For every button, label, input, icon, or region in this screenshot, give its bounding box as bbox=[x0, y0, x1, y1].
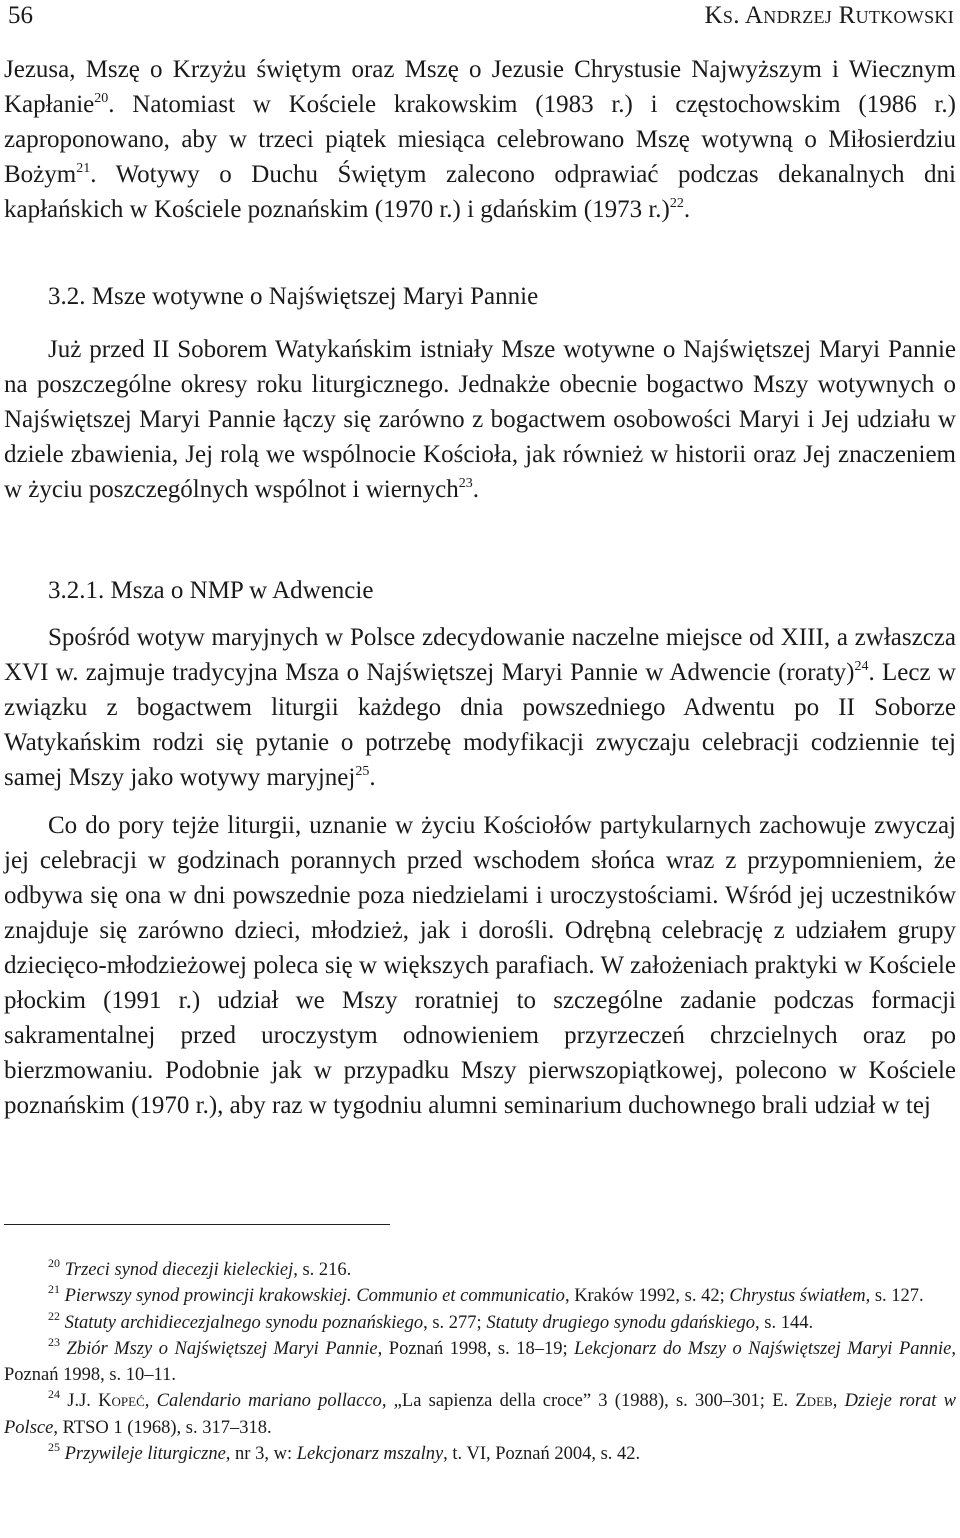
paragraph-text: . bbox=[683, 196, 691, 223]
paragraph-text: Jezusa, Mszę o Krzyżu świętym oraz Mszę o Jezusie Chrystusie Najwyższym i Wiecznym Kapłanie bbox=[4, 56, 956, 118]
paragraph-text: . bbox=[369, 764, 376, 791]
footnote-ref-23[interactable]: 23 bbox=[458, 476, 473, 491]
section-heading-3-2-1: 3.2.1. Msza o NMP w Adwencie bbox=[48, 577, 374, 604]
footnote-text: , „La sapienza della croce” 3 (1988), s. 300–301; bbox=[381, 1391, 773, 1412]
footnote-text: , bbox=[832, 1391, 845, 1412]
running-author: Ks. Andrzej Rutkowski bbox=[704, 2, 954, 29]
footnote-number: 24 bbox=[48, 1387, 60, 1402]
paragraph-text: Już przed II Soborem Watykańskim istniały Msze wotywne o Najświętszej Maryi Pannie na poszczególne okresy roku liturgicznego. Jednakże obecnie bogactwo Mszy wotywnych o Najświętszej Maryi Pannie łączy się zarówno z bogactwem osobowości Maryi i Jej udziału w dziele zbawienia, Jej rolą we wspólnocie Kościoła, jak również w historii oraz Jej znaczeniem w życiu poszczególnych wspólnot i wiernych bbox=[4, 336, 956, 503]
footnote-text: , s. 216. bbox=[293, 1260, 352, 1280]
footnote-title: Chrystus światłem bbox=[729, 1286, 866, 1307]
footnote-text: , Kraków 1992, s. 42; bbox=[564, 1286, 730, 1307]
footnote-text: , t. VI, Poznań 2004, s. 42. bbox=[443, 1444, 641, 1465]
footnote-text: , Poznań 1998, s. 10–11. bbox=[4, 1338, 956, 1386]
footnote-text: , s. 144. bbox=[755, 1312, 814, 1333]
footnote-number: 25 bbox=[48, 1440, 60, 1455]
footnote-21 bbox=[4, 1283, 956, 1309]
footnote-title: Trzeci synod diecezji kieleckiej bbox=[64, 1260, 294, 1280]
footnote-number: 20 bbox=[48, 1256, 60, 1270]
footnote-title: Calendario mariano pollacco bbox=[156, 1391, 382, 1412]
page-number: 56 bbox=[8, 2, 33, 29]
footnote-ref-21[interactable]: 21 bbox=[76, 161, 91, 176]
footnote-number: 23 bbox=[48, 1334, 60, 1349]
footnote-title: Lekcjonarz do Mszy o Najświętszej Maryi Pannie bbox=[574, 1338, 952, 1359]
footnote-title: Pierwszy synod prowincji krakowskiej. bbox=[64, 1286, 352, 1307]
paragraph-2 bbox=[4, 332, 956, 507]
footnote-author: E. Zdeb bbox=[772, 1391, 833, 1412]
paragraph-text: . Wotywy o Duchu Świętym zalecono odprawiać podczas dekanalnych dni kapłańskich w Kościele poznańskim (1970 r.) i gdańskim (1973 r.) bbox=[4, 161, 956, 223]
footnote-title: Przywileje liturgiczne bbox=[64, 1444, 226, 1465]
footnote-23 bbox=[4, 1336, 956, 1389]
footnote-text: , RTSO 1 (1968), s. 317–318. bbox=[53, 1417, 272, 1438]
footnote-ref-22[interactable]: 22 bbox=[669, 196, 684, 211]
footnote-title: Dzieje rorat w Polsce bbox=[4, 1391, 957, 1438]
footnote-number: 21 bbox=[48, 1282, 60, 1297]
footnote-ref-25[interactable]: 25 bbox=[355, 764, 370, 779]
paragraph-4 bbox=[4, 808, 956, 1123]
paragraph-1 bbox=[4, 52, 956, 227]
footnote-text: , s. 127. bbox=[865, 1286, 924, 1307]
footnote-24 bbox=[4, 1388, 956, 1441]
footnote-25 bbox=[4, 1441, 956, 1467]
running-head bbox=[4, 0, 956, 40]
footnote-text: , bbox=[144, 1391, 157, 1412]
footnote-divider bbox=[4, 1224, 390, 1225]
footnote-title: Statuty archidiecezjalnego synodu poznańskiego bbox=[64, 1312, 424, 1333]
footnote-text: , s. 277; bbox=[423, 1312, 487, 1333]
paragraph-text: Spośród wotyw maryjnych w Polsce zdecydowanie naczelne miejsce od XIII, a zwłaszcza XVI w. zajmuje tradycyjna Msza o Najświętszej Maryi Pannie w Adwencie (roraty) bbox=[4, 624, 956, 686]
footnote-number: 22 bbox=[48, 1308, 60, 1323]
footnote-title: Lekcjonarz mszalny bbox=[296, 1444, 444, 1465]
paragraph-text: Co do pory tejże liturgii, uznanie w życiu Kościołów partykularnych zachowuje zwyczaj jej celebracji w godzinach porannych przed wschodem słońca wraz z przypomnieniem, że odbywa się ona w dni powszednie poza niedzielami i uroczystościami. Wśród jej uczestników znajduje się zarówno dzieci, młodzież, jak i dorośli. Odrębną celebrację z udziałem grupy dziecięco-młodzieżowej poleca się w większych parafiach. W założeniach praktyki w Kościele płockim (1991 r.) udział we Mszy roratniej to szczególne zadanie podczas formacji sakramentalnej przed uroczystym odnowieniem przyrzeczeń chrzcielnych oraz po bierzmowaniu. Podobnie jak w przypadku Mszy pierwszopiątkowej, polecono w Kościele poznańskim (1970 r.), aby raz w tygodniu alumni seminarium duchownego brali udział w tej bbox=[4, 812, 956, 1119]
footnote-ref-24[interactable]: 24 bbox=[854, 659, 869, 674]
footnotes bbox=[4, 1257, 956, 1467]
footnote-text: , nr 3, w: bbox=[225, 1444, 297, 1465]
paragraph-3 bbox=[4, 620, 956, 795]
footnote-ref-20[interactable]: 20 bbox=[94, 91, 109, 106]
footnote-text: , Poznań 1998, s. 18–19; bbox=[377, 1338, 575, 1359]
footnote-title: Communio et communicatio bbox=[356, 1286, 565, 1307]
footnote-title: Statuty drugiego synodu gdańskiego bbox=[486, 1312, 756, 1333]
footnote-author: J.J. Kopeć bbox=[67, 1391, 145, 1412]
paragraph-text: . Natomiast w Kościele krakowskim (1983 r.) i częstochowskim (1986 r.) zaproponowano, aby w trzeci piątek miesiąca celebrowano Mszę wotywną o Miłosierdziu Bożym bbox=[4, 91, 956, 188]
footnote-22 bbox=[4, 1310, 956, 1336]
footnote-20 bbox=[4, 1257, 956, 1283]
paragraph-text: . Lecz w związku z bogactwem liturgii każdego dnia powszedniego Adwentu po II Soborze Watykańskim rodzi się pytanie o potrzebę modyfikacji zwyczaju celebracji codziennie tej samej Mszy jako wotywy maryjnej bbox=[4, 659, 956, 791]
paragraph-text: . bbox=[472, 476, 479, 503]
section-heading-3-2: 3.2. Msze wotywne o Najświętszej Maryi Pannie bbox=[48, 283, 539, 310]
footnote-title: Zbiór Mszy o Najświętszej Maryi Pannie bbox=[66, 1338, 378, 1359]
